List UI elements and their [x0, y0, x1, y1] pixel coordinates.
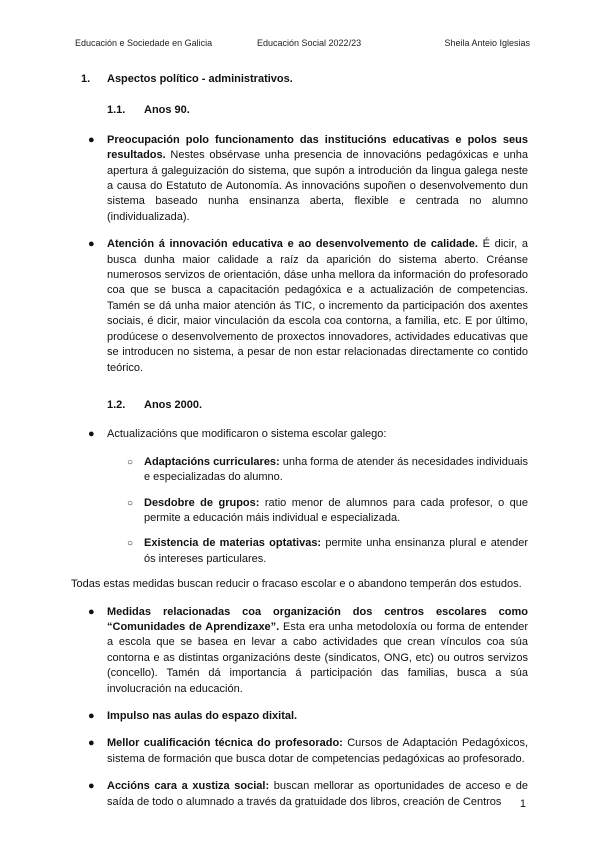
- sub-bullet-text: unha forma de atender ás necesidades individuais e especializadas do alumno.: [144, 455, 528, 484]
- bullet-dot-icon: ●: [88, 605, 95, 618]
- bullet-item: [73, 736, 528, 767]
- sub-bullet-bold: Adaptacións curriculares:: [144, 455, 280, 468]
- bullet-dot-icon: ●: [88, 238, 95, 251]
- header-left: Educación e Sociedade en Galicia: [75, 38, 213, 48]
- page-header: [75, 38, 530, 50]
- circle-bullet-icon: ○: [127, 538, 134, 550]
- subsection-heading-1-1: [73, 103, 528, 118]
- bullet-dot-icon: ●: [88, 737, 95, 750]
- bullet-text: Esta era unha metodoloxía ou forma de entender a escola que se basea en levar a cabo actividades que crean vínculos coa súa contorna e as distintas organizacións deste (sindicatos, ONG, etc) ou outros servizos (concello). Tamén dá importancia á participación das familias, busca a súa involucración na educación.: [107, 620, 528, 695]
- sub-bullet-bold: Desdobre de grupos:: [144, 496, 260, 509]
- circle-bullet-icon: ○: [127, 456, 134, 468]
- header-right: Sheila Anteio Iglesias: [444, 38, 530, 48]
- circle-bullet-icon: ○: [127, 497, 134, 509]
- bullet-item: [73, 237, 528, 376]
- subsection-title: Anos 2000.: [144, 398, 203, 411]
- bullet-bold: Accións cara a xustiza social:: [107, 780, 270, 793]
- bullet-item: [73, 427, 528, 442]
- sub-bullet-text: ratio menor de alumnos para cada profesor, o que permite a educación máis individual e especializada.: [144, 496, 529, 524]
- bullet-text: buscan mellorar as oportunidades de acceso e de saída de todo o alumnado a través da gratuidade dos libros, creación de Centros: [107, 780, 528, 808]
- bullet-dot-icon: ●: [88, 428, 95, 441]
- subsection-number: 1.1.: [107, 104, 126, 117]
- sub-bullet-item: [73, 455, 528, 486]
- summary-paragraph: Todas estas medidas buscan reducir o fracaso escolar e o abandono temperán dos estudos.: [71, 578, 522, 591]
- document-body: [73, 72, 528, 822]
- bullet-dot-icon: ●: [88, 133, 95, 146]
- bullet-item: [73, 779, 528, 810]
- bullet-item: [73, 709, 528, 724]
- bullet-bold: Impulso nas aulas do espazo dixital.: [107, 710, 298, 722]
- bullet-item: [73, 133, 528, 225]
- sub-bullet-item: [73, 496, 528, 527]
- bullet-dot-icon: ●: [88, 780, 95, 793]
- bullet-text: Nestes obsérvase unha presencia de innovacións pedagóxicas e unha apertura á galeguización do sistema, que supón a introdución da lingua galega neste a causa do Estatuto de Autonomía. As innovacións supoñen o desenvolvemento dun sistema baseado nunha ensinanza aberta, flexible e centrada no alumno (individualizada).: [107, 149, 528, 223]
- bullet-dot-icon: ●: [88, 710, 95, 722]
- subsection-heading-1-2: [73, 398, 528, 413]
- subsection-title: Anos 90.: [144, 104, 190, 117]
- bullet-bold: Preocupación polo funcionamento das institucións educativas e polos seus resultados.: [107, 133, 528, 162]
- sub-bullet-item: [73, 536, 528, 567]
- bullet-item: [73, 605, 528, 697]
- sub-bullet-bold: Existencia de materias optativas:: [144, 537, 322, 550]
- bullet-text: Actualizacións que modificaron o sistema escolar galego:: [107, 428, 387, 441]
- header-center: Educación Social 2022/23: [257, 38, 362, 48]
- section-heading-1: [73, 72, 528, 87]
- section-number: 1.: [81, 73, 91, 85]
- bullet-bold: Medidas relacionadas coa organización dos centros escolares como “Comunidades de Aprendizaxe”.: [107, 605, 528, 633]
- bullet-bold: Atención á innovación educativa e ao desenvolvemento de calidade.: [107, 238, 478, 251]
- sub-bullet-text: permite unha ensinanza plural e atender ós intereses particulares.: [144, 537, 529, 565]
- section-title: Aspectos político - administrativos.: [107, 73, 293, 85]
- page-number: 1: [519, 798, 526, 810]
- bullet-text: Cursos de Adaptación Pedagóxicos, sistema de formación que busca dotar de competencias pedagóxicas ao profesorado.: [107, 737, 528, 765]
- subsection-number: 1.2.: [107, 398, 126, 411]
- bullet-bold: Mellor cualificación técnica do profesorado:: [107, 737, 343, 750]
- bullet-text: É dicir, a busca dunha maior calidade a raíz da aparición do sistema aberto. Créanse numerosos servizos de orientación, dáse unha mellora da información do profesorado coa que se busca a capacitación pedagóxica e a actualización de competencias. Tamén se dá unha maior atención ás TIC, o incremento da participación dos axentes sociais, é dicir, maior vinculación da escola coa contorna, a familia, etc. E por último, prodúcese o desenvolvemento de proxectos innovadores, actividades educativas que se introducen no sistema, a pesar de non estar relacionadas directamente co contido teórico.: [107, 238, 528, 374]
